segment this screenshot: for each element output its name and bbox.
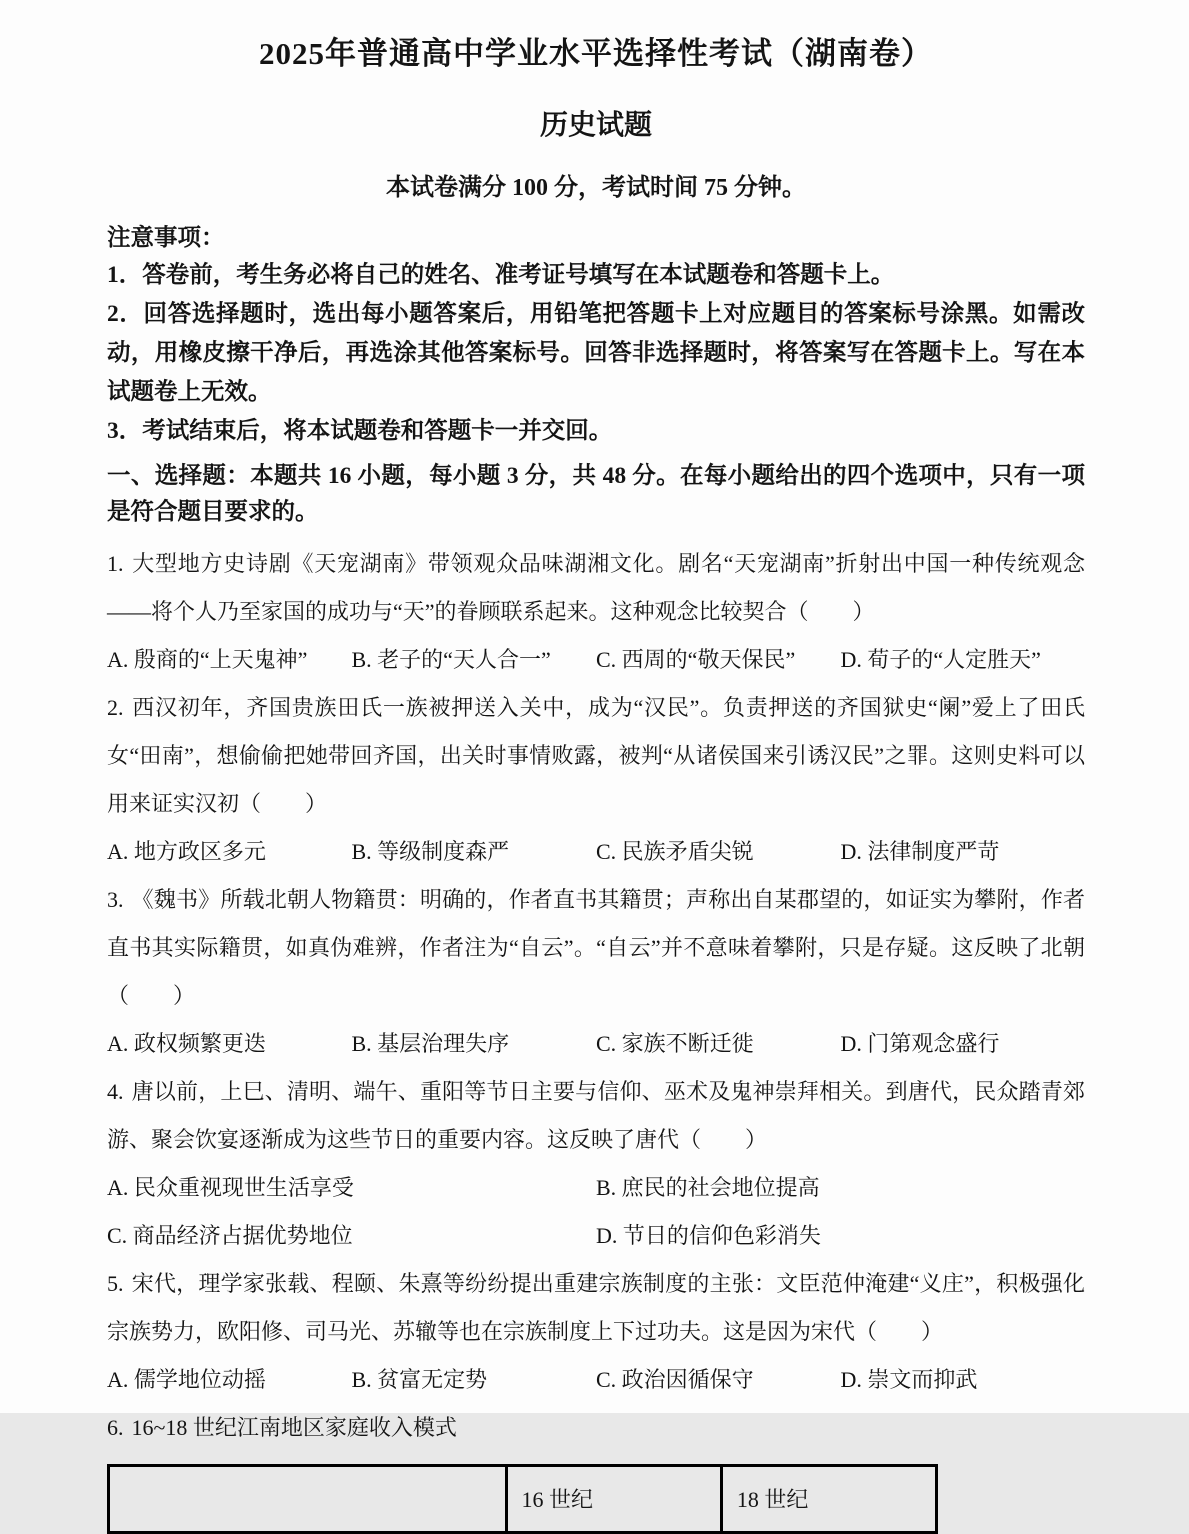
option-d: D. 节日的信仰色彩消失 bbox=[596, 1222, 821, 1248]
question-block bbox=[107, 1068, 1085, 1260]
option-c: C. 民族矛盾尖锐 bbox=[596, 839, 754, 865]
question-text: 唐以前，上巳、清明、端午、重阳等节日主要与信仰、巫术及鬼神崇拜相关。到唐代，民众踏青郊游、聚会饮宴逐渐成为这些节日的重要内容。这反映了唐代（ ） bbox=[107, 1078, 1085, 1152]
option-c: C. 西周的“敬天保民” bbox=[596, 647, 796, 673]
notice-item: 1．答卷前，考生务必将自己的姓名、准考证号填写在本试题卷和答题卡上。 bbox=[107, 262, 895, 288]
question-number: 2. bbox=[107, 695, 124, 721]
table-cell-18th-century: 18 世纪 bbox=[721, 1465, 936, 1532]
notice-item: 3．考试结束后，将本试题卷和答题卡一并交回。 bbox=[107, 418, 613, 444]
option-b: B. 庶民的社会地位提高 bbox=[596, 1174, 820, 1200]
question-text: 《魏书》所载北朝人物籍贯：明确的，作者直书其籍贯；声称出自某郡望的，如证实为攀附，作者直书其实际籍贯，如真伪难辨，作者注为“自云”。“自云”并不意味着攀附，只是存疑。这反映了北朝（ ） bbox=[107, 887, 1085, 1009]
question-number: 5. bbox=[107, 1270, 124, 1296]
question-stem bbox=[107, 876, 1085, 1020]
page-title: 2025年普通高中学业水平选择性考试（湖南卷） bbox=[259, 36, 933, 71]
option-d: D. 荀子的“人定胜天” bbox=[840, 647, 1041, 673]
options-row bbox=[107, 1020, 1085, 1068]
question-block bbox=[107, 876, 1085, 1068]
q6-income-table bbox=[107, 1464, 938, 1534]
question-stem bbox=[107, 1404, 1085, 1452]
question-number: 3. bbox=[107, 887, 124, 913]
section-heading: 一、选择题：本题共 16 小题，每小题 3 分，共 48 分。在每小题给出的四个选项中，只有一项是符合题目要求的。 bbox=[107, 463, 1085, 525]
option-b: B. 等级制度森严 bbox=[351, 839, 510, 865]
option-c: C. 商品经济占据优势地位 bbox=[107, 1222, 353, 1248]
questions-list bbox=[107, 540, 1085, 1451]
options-row bbox=[107, 636, 1085, 684]
question-block bbox=[107, 540, 1085, 684]
option-b: B. 贫富无定势 bbox=[351, 1366, 488, 1392]
option-a: A. 政权频繁更迭 bbox=[107, 1030, 266, 1056]
option-c: C. 政治因循保守 bbox=[596, 1366, 754, 1392]
options-row bbox=[107, 1356, 1085, 1404]
question-stem bbox=[107, 1260, 1085, 1356]
option-a: A. 殷商的“上天鬼神” bbox=[107, 647, 308, 673]
question-number: 4. bbox=[107, 1078, 124, 1104]
question-text: 大型地方史诗剧《天宠湖南》带领观众品味湖湘文化。剧名“天宠湖南”折射出中国一种传统观念——将个人乃至家国的成功与“天”的眷顾联系起来。这种观念比较契合（ ） bbox=[107, 551, 1085, 625]
exam-info-line: 本试卷满分 100 分，考试时间 75 分钟。 bbox=[386, 175, 806, 201]
options-row bbox=[107, 828, 1085, 876]
option-c: C. 家族不断迁徙 bbox=[596, 1030, 754, 1056]
question-text: 16~18 世纪江南地区家庭收入模式 bbox=[131, 1414, 457, 1440]
option-b: B. 基层治理失序 bbox=[351, 1030, 510, 1056]
question-block bbox=[107, 684, 1085, 876]
option-d: D. 门第观念盛行 bbox=[840, 1030, 1000, 1056]
page-subtitle: 历史试题 bbox=[539, 110, 652, 141]
table-cell-empty bbox=[109, 1465, 507, 1532]
option-b: B. 老子的“天人合一” bbox=[351, 647, 551, 673]
notices-list bbox=[107, 256, 1085, 451]
options-row bbox=[107, 1164, 1085, 1260]
question-text: 宋代，理学家张载、程颐、朱熹等纷纷提出重建宗族制度的主张：文臣范仲淹建“义庄”，积极强化宗族势力，欧阳修、司马光、苏辙等也在宗族制度上下过功夫。这是因为宋代（ ） bbox=[107, 1270, 1085, 1344]
option-a: A. 民众重视现世生活享受 bbox=[107, 1174, 354, 1200]
option-d: D. 崇文而抑武 bbox=[840, 1366, 978, 1392]
option-d: D. 法律制度严苛 bbox=[840, 839, 1000, 865]
table-row bbox=[109, 1465, 937, 1532]
question-number: 6. bbox=[107, 1414, 124, 1440]
question-block bbox=[107, 1260, 1085, 1404]
option-a: A. 地方政区多元 bbox=[107, 839, 266, 865]
question-stem bbox=[107, 684, 1085, 828]
notices-label: 注意事项： bbox=[107, 225, 225, 251]
question-stem bbox=[107, 1068, 1085, 1164]
question-number: 1. bbox=[107, 551, 124, 577]
table-cell-16th-century: 16 世纪 bbox=[506, 1465, 721, 1532]
question-text: 西汉初年，齐国贵族田氏一族被押送入关中，成为“汉民”。负责押送的齐国狱史“阑”爱上了田氏女“田南”，想偷偷把她带回齐国，出关时事情败露，被判“从诸侯国来引诱汉民”之罪。这则史料可以用来证实汉初（ ） bbox=[107, 695, 1085, 817]
question-stem bbox=[107, 540, 1085, 636]
question-block bbox=[107, 1404, 1085, 1452]
notice-item: 2．回答选择题时，选出每小题答案后，用铅笔把答题卡上对应题目的答案标号涂黑。如需改动，用橡皮擦干净后，再选涂其他答案标号。回答非选择题时，将答案写在答题卡上。写在本试题卷上无效。 bbox=[107, 301, 1085, 405]
option-a: A. 儒学地位动摇 bbox=[107, 1366, 266, 1392]
